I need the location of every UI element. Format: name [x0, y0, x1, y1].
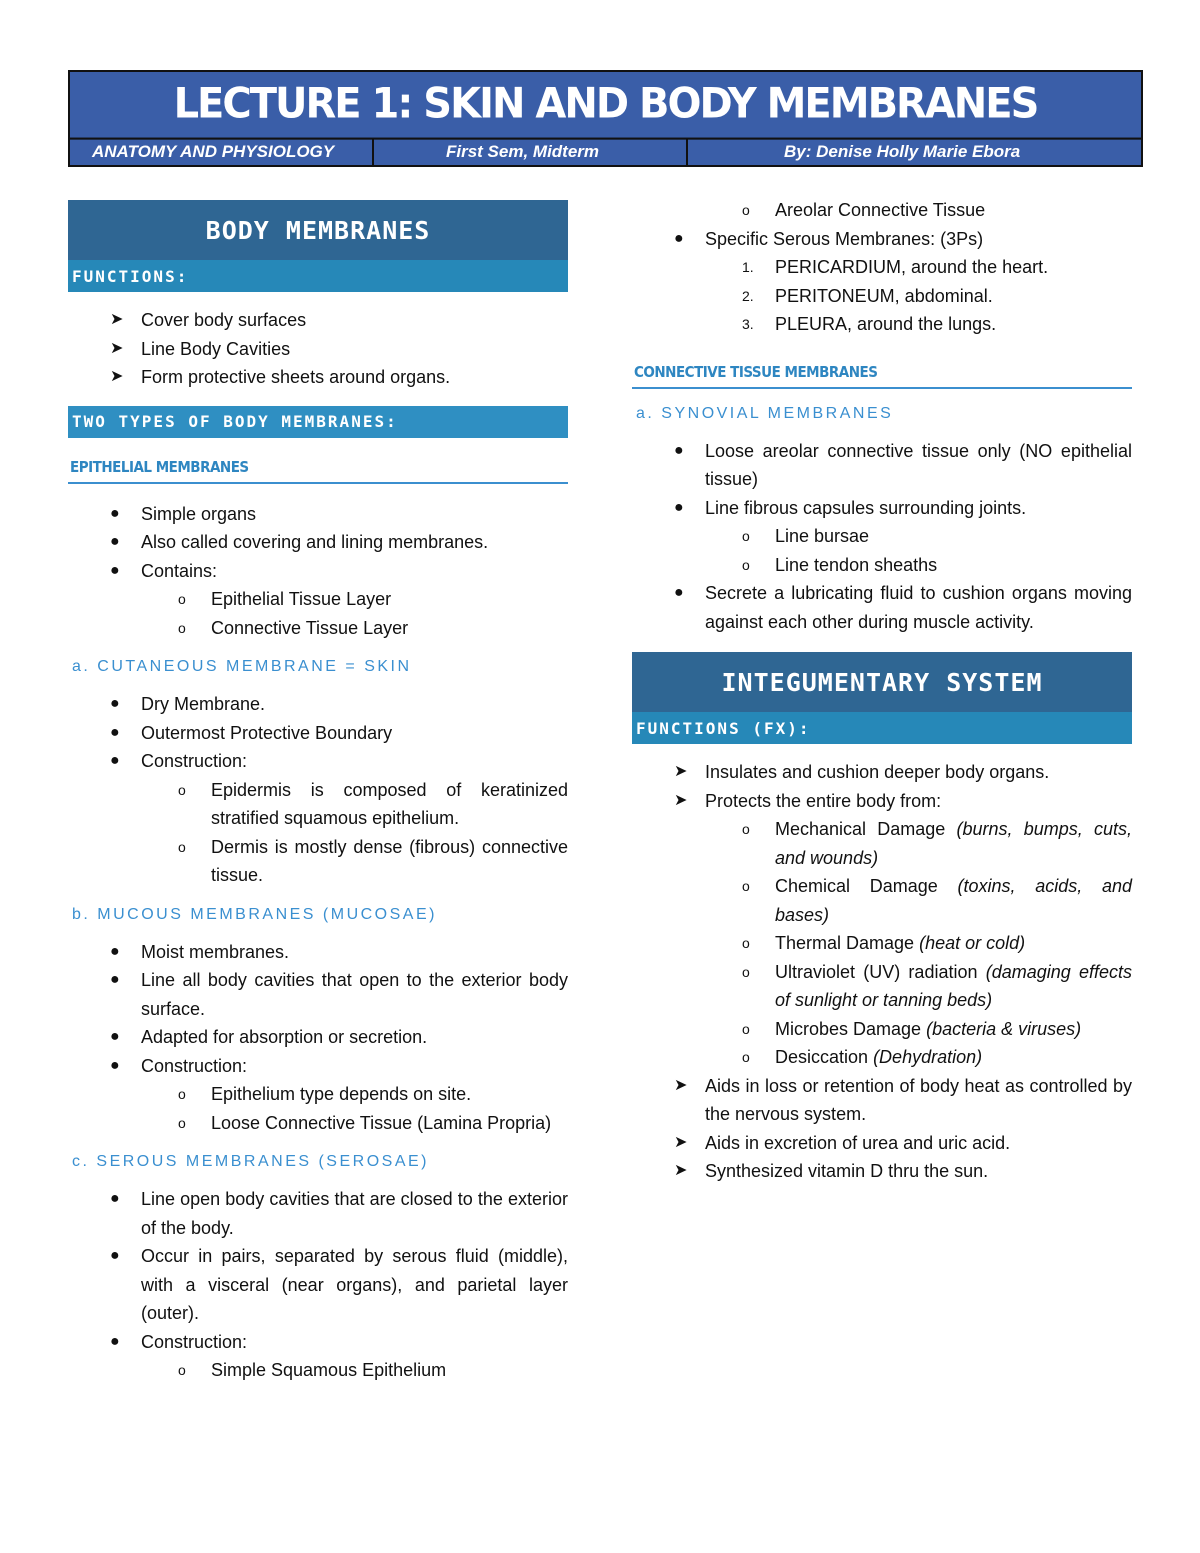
list-item: o Simple Squamous Epithelium	[68, 1356, 568, 1385]
list-item: ➤ Form protective sheets around organs.	[68, 363, 568, 392]
circle-bullet-icon: o	[742, 1020, 750, 1037]
bullet-icon: ●	[110, 1332, 120, 1350]
arrow-bullet-icon: ➤	[674, 1162, 688, 1179]
list-item: o Epithelial Tissue Layer	[68, 585, 568, 614]
list-item: o Areolar Connective Tissue	[632, 196, 1132, 225]
list-item: 1. PERICARDIUM, around the heart.	[632, 253, 1132, 282]
serous-heading: c. SEROUS MEMBRANES (SEROSAE)	[72, 1153, 429, 1170]
list-item: 2. PERITONEUM, abdominal.	[632, 282, 1132, 311]
header-info-row	[70, 138, 1141, 165]
list-item: ● Construction:	[68, 1328, 568, 1357]
bullet-icon: ●	[674, 441, 684, 459]
circle-bullet-icon: o	[742, 935, 750, 951]
document-title: LECTURE 1: SKIN AND BODY MEMBRANES	[70, 70, 1141, 139]
author-label: By: Denise Holly Marie Ebora	[784, 141, 1021, 161]
bullet-icon: ●	[110, 561, 120, 579]
list-item: o Connective Tissue Layer	[68, 614, 568, 643]
circle-bullet-icon: o	[742, 963, 750, 980]
list-item: o Chemical Damage (toxins, acids, and bases)	[632, 872, 1132, 929]
circle-bullet-icon: o	[742, 1049, 750, 1065]
bullet-icon: ●	[674, 229, 684, 247]
list-item: ● Occur in pairs, separated by serous fluid (middle), with a visceral (near organs), and parietal layer (outer).	[68, 1242, 568, 1328]
circle-bullet-icon: o	[742, 821, 750, 837]
number-marker: 3.	[742, 316, 754, 332]
circle-bullet-icon: o	[178, 591, 186, 607]
list-item: ● Adapted for absorption or secretion.	[68, 1023, 568, 1052]
list-item: ● Simple organs	[68, 500, 568, 529]
integumentary-functions-band: FUNCTIONS (FX):	[632, 712, 1132, 744]
circle-bullet-icon: o	[742, 528, 750, 544]
circle-bullet-icon: o	[178, 619, 186, 636]
list-item: o Dermis is mostly dense (fibrous) connective tissue.	[68, 833, 568, 890]
list-item: ● Moist membranes.	[68, 938, 568, 967]
list-item: ● Specific Serous Membranes: (3Ps)	[632, 225, 1132, 254]
number-marker: 2.	[742, 287, 754, 304]
bullet-icon: ●	[674, 498, 684, 516]
epithelial-list	[68, 500, 568, 643]
circle-bullet-icon: o	[742, 878, 750, 894]
section-title-body-membranes: BODY MEMBRANES	[68, 200, 568, 260]
bullet-icon: ●	[110, 971, 120, 988]
term-label: First Sem, Midterm	[374, 138, 688, 165]
list-item: o Line tendon sheaths	[632, 551, 1132, 580]
circle-bullet-icon: o	[178, 1086, 186, 1102]
list-item: o Mechanical Damage (burns, bumps, cuts, and wounds)	[632, 815, 1132, 872]
bullet-icon: ●	[110, 1056, 120, 1074]
list-item: ● Construction:	[68, 1052, 568, 1081]
circle-bullet-icon: o	[178, 1114, 186, 1131]
synovial-heading: a. SYNOVIAL MEMBRANES	[636, 404, 894, 422]
arrow-bullet-icon: ➤	[674, 1076, 688, 1094]
list-item: ● Secrete a lubricating fluid to cushion organs moving against each other during muscle activity.	[632, 579, 1132, 636]
list-item: ● Contains:	[68, 557, 568, 586]
bullet-icon: ●	[110, 533, 120, 550]
integumentary-list	[632, 758, 1132, 1186]
types-band: TWO TYPES OF BODY MEMBRANES:	[68, 406, 568, 438]
list-item: ● Dry Membrane.	[68, 690, 568, 719]
bullet-icon: ●	[110, 723, 120, 741]
list-item: ● Also called covering and lining membranes.	[68, 528, 568, 557]
circle-bullet-icon: o	[178, 838, 186, 855]
bullet-icon: ●	[110, 1028, 120, 1045]
arrow-bullet-icon: ➤	[110, 339, 124, 357]
connective-heading: CONNECTIVE TISSUE MEMBRANES	[632, 357, 1132, 389]
circle-bullet-icon: o	[178, 781, 186, 798]
number-marker: 1.	[742, 259, 754, 275]
bullet-icon: ●	[110, 942, 120, 960]
right-column	[632, 196, 1132, 1186]
list-item: o Desiccation (Dehydration)	[632, 1043, 1132, 1072]
bullet-icon: ●	[110, 752, 120, 769]
list-item: ● Construction:	[68, 747, 568, 776]
functions-list	[68, 306, 568, 392]
list-item: ● Loose areolar connective tissue only (NO epithelial tissue)	[632, 437, 1132, 494]
list-item: ● Line fibrous capsules surrounding joints.	[632, 494, 1132, 523]
circle-bullet-icon: o	[742, 202, 750, 218]
list-item: ➤ Aids in loss or retention of body heat as controlled by the nervous system.	[632, 1072, 1132, 1129]
list-item: o Ultraviolet (UV) radiation (damaging effects of sunlight or tanning beds)	[632, 958, 1132, 1015]
mucous-list	[68, 938, 568, 1138]
list-item: ➤ Cover body surfaces	[68, 306, 568, 335]
bullet-icon: ●	[110, 695, 120, 712]
bullet-icon: ●	[110, 1247, 120, 1264]
serous-continued-list	[632, 196, 1132, 339]
list-item: ➤ Synthesized vitamin D thru the sun.	[632, 1157, 1132, 1186]
epithelial-heading: EPITHELIAL MEMBRANES	[68, 452, 568, 484]
list-item: ➤ Insulates and cushion deeper body organs.	[632, 758, 1132, 787]
list-item: o Loose Connective Tissue (Lamina Propria)	[68, 1109, 568, 1138]
list-item: ➤ Aids in excretion of urea and uric acid.	[632, 1129, 1132, 1158]
cutaneous-list	[68, 690, 568, 890]
list-item: ● Line open body cavities that are closed to the exterior of the body.	[68, 1185, 568, 1242]
list-item: ● Outermost Protective Boundary	[68, 719, 568, 748]
synovial-list	[632, 437, 1132, 637]
course-name: ANATOMY AND PHYSIOLOGY	[70, 138, 374, 165]
arrow-bullet-icon: ➤	[110, 311, 124, 328]
list-item: o Thermal Damage (heat or cold)	[632, 929, 1132, 958]
list-item: o Line bursae	[632, 522, 1132, 551]
circle-bullet-icon: o	[178, 1362, 186, 1378]
list-item: o Microbes Damage (bacteria & viruses)	[632, 1015, 1132, 1044]
list-item: ● Line all body cavities that open to the exterior body surface.	[68, 966, 568, 1023]
bullet-icon: ●	[674, 584, 684, 601]
arrow-bullet-icon: ➤	[110, 368, 124, 385]
mucous-heading: b. MUCOUS MEMBRANES (MUCOSAE)	[72, 905, 437, 923]
list-item: 3. PLEURA, around the lungs.	[632, 310, 1132, 339]
serous-list	[68, 1185, 568, 1385]
left-column	[68, 200, 568, 1385]
list-item: ➤ Protects the entire body from:	[632, 787, 1132, 816]
bullet-icon: ●	[110, 1190, 120, 1207]
functions-band: FUNCTIONS:	[68, 260, 568, 292]
document-header	[68, 70, 1143, 167]
circle-bullet-icon: o	[742, 556, 750, 573]
bullet-icon: ●	[110, 504, 120, 522]
list-item: o Epithelium type depends on site.	[68, 1080, 568, 1109]
list-item: o Epidermis is composed of keratinized stratified squamous epithelium.	[68, 776, 568, 833]
arrow-bullet-icon: ➤	[674, 1133, 688, 1151]
section-title-integumentary: INTEGUMENTARY SYSTEM	[632, 652, 1132, 712]
list-item: ➤ Line Body Cavities	[68, 335, 568, 364]
cutaneous-heading: a. CUTANEOUS MEMBRANE = SKIN	[72, 658, 412, 675]
arrow-bullet-icon: ➤	[674, 791, 688, 809]
arrow-bullet-icon: ➤	[674, 763, 688, 780]
